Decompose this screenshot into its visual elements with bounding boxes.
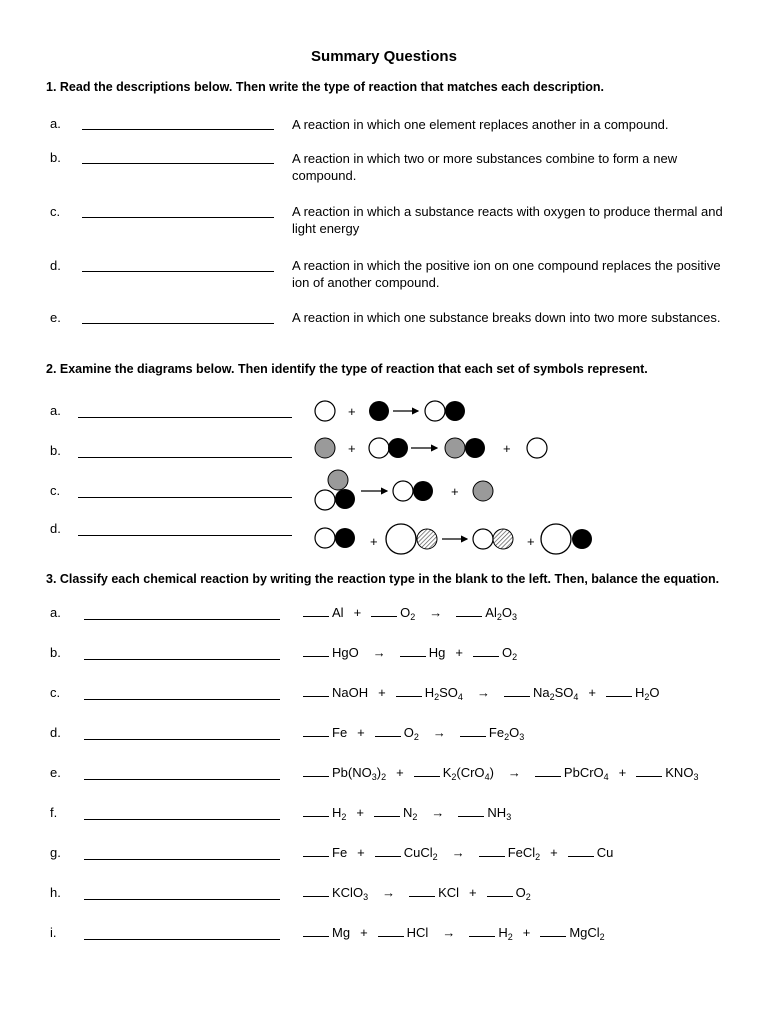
plus-sign: + xyxy=(527,534,535,549)
white-atom-icon xyxy=(315,490,335,510)
chemical-species: $Na_2SO_4$ xyxy=(532,685,579,702)
yield-arrow-icon: → xyxy=(451,845,465,860)
coefficient-blank[interactable] xyxy=(303,886,329,897)
white-atom-icon xyxy=(369,438,389,458)
chemical-species: Fe xyxy=(332,845,348,860)
q2-item-letter: b. xyxy=(50,443,61,458)
plus-sign: + xyxy=(550,845,558,860)
q1-description: A reaction in which one element replaces another in a compound. xyxy=(292,117,669,132)
black-atom-icon xyxy=(388,438,408,458)
yield-arrow-icon: → xyxy=(429,605,443,620)
chemical-species: $H_2$ xyxy=(498,925,513,942)
coefficient-blank[interactable] xyxy=(303,686,329,697)
chemical-species: $O_2$ xyxy=(501,645,518,662)
yield-arrow-icon: → xyxy=(507,765,521,780)
coefficient-blank[interactable] xyxy=(303,926,329,937)
q1-answer-blank-a[interactable] xyxy=(82,129,274,130)
white-atom-icon xyxy=(315,401,335,421)
chemical-equation xyxy=(303,925,605,942)
q3-reaction-type-blank[interactable] xyxy=(84,939,280,940)
coefficient-blank[interactable] xyxy=(456,606,482,617)
gray-atom-icon xyxy=(473,481,493,501)
q3-reaction-type-blank[interactable] xyxy=(84,739,280,740)
q3-reaction-type-blank[interactable] xyxy=(84,819,280,820)
yield-arrow-icon: → xyxy=(432,725,446,740)
plus-sign: + xyxy=(360,925,368,940)
chemical-species: FeCl$_2$ xyxy=(507,845,541,862)
coefficient-blank[interactable] xyxy=(479,846,505,857)
plus-sign: + xyxy=(469,885,477,900)
chemical-species: KCl xyxy=(438,885,460,900)
coefficient-blank[interactable] xyxy=(636,766,662,777)
white-atom-icon xyxy=(315,528,335,548)
plus-sign: + xyxy=(353,605,362,620)
coefficient-blank[interactable] xyxy=(378,926,404,937)
chemical-species: $Fe_2O_3$ xyxy=(488,725,525,742)
plus-sign: + xyxy=(348,404,356,419)
coefficient-blank[interactable] xyxy=(460,726,486,737)
large-white-atom-icon xyxy=(541,524,571,554)
plus-sign: + xyxy=(348,441,356,456)
hatched-atom-icon xyxy=(417,529,437,549)
q3-reaction-type-blank[interactable] xyxy=(84,859,280,860)
coefficient-blank[interactable] xyxy=(568,846,594,857)
q1-description: A reaction in which one substance breaks down into two more substances. xyxy=(292,310,721,325)
question-3-heading: 3. Classify each chemical reaction by writing the reaction type in the blank to the left. Then, balance the equation. xyxy=(46,572,720,586)
coefficient-blank[interactable] xyxy=(396,686,422,697)
coefficient-blank[interactable] xyxy=(375,726,401,737)
q3-item-letter: b. xyxy=(50,645,61,660)
q3-item-letter: g. xyxy=(50,845,61,860)
q1-item-letter: a. xyxy=(50,116,61,131)
q1-description: A reaction in which the positive ion on one compound replaces the positive ion of another compound. xyxy=(292,258,721,290)
plus-sign: + xyxy=(588,685,596,700)
coefficient-blank[interactable] xyxy=(374,806,400,817)
coefficient-blank[interactable] xyxy=(303,606,329,617)
plus-sign: + xyxy=(357,725,365,740)
plus-sign: + xyxy=(356,805,364,820)
chemical-species: $O_2$ xyxy=(403,725,419,742)
q2-answer-blank-c[interactable] xyxy=(78,497,292,498)
q3-item-letter: d. xyxy=(50,725,61,740)
coefficient-blank[interactable] xyxy=(606,686,632,697)
yield-arrow-icon: → xyxy=(382,885,396,900)
q3-reaction-type-blank[interactable] xyxy=(84,899,280,900)
yield-arrow-icon: → xyxy=(476,685,490,700)
chemical-species: Al xyxy=(332,605,344,620)
q3-reaction-type-blank[interactable] xyxy=(84,779,280,780)
coefficient-blank[interactable] xyxy=(487,886,513,897)
plus-sign: + xyxy=(378,685,386,700)
gray-atom-icon xyxy=(315,438,335,458)
chemical-species: $H_2$ xyxy=(332,805,347,822)
q2-answer-blank-a[interactable] xyxy=(78,417,292,418)
plus-sign: + xyxy=(357,845,365,860)
white-atom-icon xyxy=(473,529,493,549)
white-atom-icon xyxy=(425,401,445,421)
plus-sign: + xyxy=(451,484,459,499)
chemical-species: NaOH xyxy=(332,685,369,700)
chemical-species: PbCrO$_4$ xyxy=(563,765,609,782)
q3-reaction-type-blank[interactable] xyxy=(84,619,280,620)
coefficient-blank[interactable] xyxy=(414,766,440,777)
chemical-species: $Pb(NO_3)_2$ xyxy=(332,765,387,782)
diagram-row-a xyxy=(315,401,465,421)
chemical-equation xyxy=(303,845,613,862)
question-1-heading: 1. Read the descriptions below. Then write the type of reaction that matches each description. xyxy=(46,80,604,94)
chemical-species: $Al_2O_3$ xyxy=(485,605,518,622)
black-atom-icon xyxy=(445,401,465,421)
plus-sign: + xyxy=(522,925,531,940)
diagram-row-b xyxy=(315,438,547,458)
black-atom-icon xyxy=(465,438,485,458)
yield-arrow-icon: → xyxy=(431,805,445,820)
q1-item-letter: e. xyxy=(50,310,61,325)
black-atom-icon xyxy=(413,481,433,501)
coefficient-blank[interactable] xyxy=(400,646,426,657)
chemical-equation xyxy=(303,605,517,622)
q3-reaction-type-blank[interactable] xyxy=(84,699,280,700)
black-atom-icon xyxy=(369,401,389,421)
chemical-species: $H_2SO_4$ xyxy=(424,685,463,702)
coefficient-blank[interactable] xyxy=(473,646,499,657)
q2-item-letter: d. xyxy=(50,521,61,536)
coefficient-blank[interactable] xyxy=(458,806,484,817)
reaction-diagrams xyxy=(305,392,605,557)
plus-sign: + xyxy=(618,765,627,780)
chemical-species: Mg xyxy=(332,925,351,940)
coefficient-blank[interactable] xyxy=(375,846,401,857)
chemical-species: $H_2O$ xyxy=(634,685,660,702)
gray-atom-icon xyxy=(328,470,348,490)
chemical-species: $N_2$ xyxy=(403,805,418,822)
coefficient-blank[interactable] xyxy=(303,846,329,857)
black-atom-icon xyxy=(572,529,592,549)
yield-arrow-icon: → xyxy=(372,645,386,660)
chemical-equation xyxy=(303,685,660,702)
q1-item-letter: b. xyxy=(50,150,61,165)
plus-sign: + xyxy=(396,765,404,780)
q1-answer-blank-e[interactable] xyxy=(82,323,274,324)
chemical-species: HCl xyxy=(406,925,429,940)
chemical-species: MgCl$_2$ xyxy=(569,925,605,942)
q3-item-letter: c. xyxy=(50,685,61,700)
coefficient-blank[interactable] xyxy=(504,686,530,697)
chemical-species: $K_2(CrO_4)$ xyxy=(442,765,494,782)
q3-reaction-type-blank[interactable] xyxy=(84,659,280,660)
q1-item-letter: d. xyxy=(50,258,61,273)
coefficient-blank[interactable] xyxy=(303,806,329,817)
chemical-equation xyxy=(303,725,524,742)
coefficient-blank[interactable] xyxy=(409,886,435,897)
chemical-species: $O_2$ xyxy=(515,885,531,902)
q3-item-letter: h. xyxy=(50,885,61,900)
diagram-row-c xyxy=(315,470,493,510)
q3-item-letter: a. xyxy=(50,605,61,620)
q1-item-letter: c. xyxy=(50,204,61,219)
q1-answer-blank-b[interactable] xyxy=(82,163,274,164)
coefficient-blank[interactable] xyxy=(535,766,561,777)
large-white-atom-icon xyxy=(386,524,416,554)
q3-item-letter: i. xyxy=(50,925,57,940)
white-atom-icon xyxy=(527,438,547,458)
q1-answer-blank-d[interactable] xyxy=(82,271,274,272)
coefficient-blank[interactable] xyxy=(303,726,329,737)
gray-atom-icon xyxy=(445,438,465,458)
chemical-equation xyxy=(303,645,517,662)
q3-item-letter: f. xyxy=(50,805,58,820)
coefficient-blank[interactable] xyxy=(540,926,566,937)
q1-description: A reaction in which a substance reacts with oxygen to produce thermal and light energy xyxy=(292,204,723,236)
coefficient-blank[interactable] xyxy=(469,926,495,937)
diagram-row-d xyxy=(315,524,592,554)
white-atom-icon xyxy=(393,481,413,501)
chemical-species: Hg xyxy=(428,645,446,660)
coefficient-blank[interactable] xyxy=(371,606,397,617)
coefficient-blank[interactable] xyxy=(303,766,329,777)
plus-sign: + xyxy=(370,534,378,549)
chemical-species: $NH_3$ xyxy=(487,805,512,822)
black-atom-icon xyxy=(335,528,355,548)
page-title: Summary Questions xyxy=(311,48,457,65)
q2-answer-blank-d[interactable] xyxy=(78,535,292,536)
chemical-species: KClO$_3$ xyxy=(332,885,369,902)
chemical-species: Fe xyxy=(332,725,348,740)
q2-answer-blank-b[interactable] xyxy=(78,457,292,458)
q2-item-letter: a. xyxy=(50,403,61,418)
chemical-species: HgO xyxy=(332,645,359,660)
chemical-equation xyxy=(303,805,511,822)
hatched-atom-icon xyxy=(493,529,513,549)
coefficient-blank[interactable] xyxy=(303,646,329,657)
plus-sign: + xyxy=(455,645,463,660)
plus-sign: + xyxy=(503,441,511,456)
q1-description: A reaction in which two or more substances combine to form a new compound. xyxy=(292,151,678,183)
black-atom-icon xyxy=(335,489,355,509)
chemical-species: CuCl$_2$ xyxy=(403,845,438,862)
q2-item-letter: c. xyxy=(50,483,61,498)
question-2-heading: 2. Examine the diagrams below. Then identify the type of reaction that each set of symbols represent. xyxy=(46,362,648,376)
chemical-equation xyxy=(303,765,698,782)
q1-answer-blank-c[interactable] xyxy=(82,217,274,218)
chemical-species: Cu xyxy=(596,845,614,860)
yield-arrow-icon: → xyxy=(442,925,456,940)
chemical-species: $KNO_3$ xyxy=(665,765,699,782)
chemical-species: $O_2$ xyxy=(400,605,416,622)
chemical-equation xyxy=(303,885,531,902)
q3-item-letter: e. xyxy=(50,765,61,780)
